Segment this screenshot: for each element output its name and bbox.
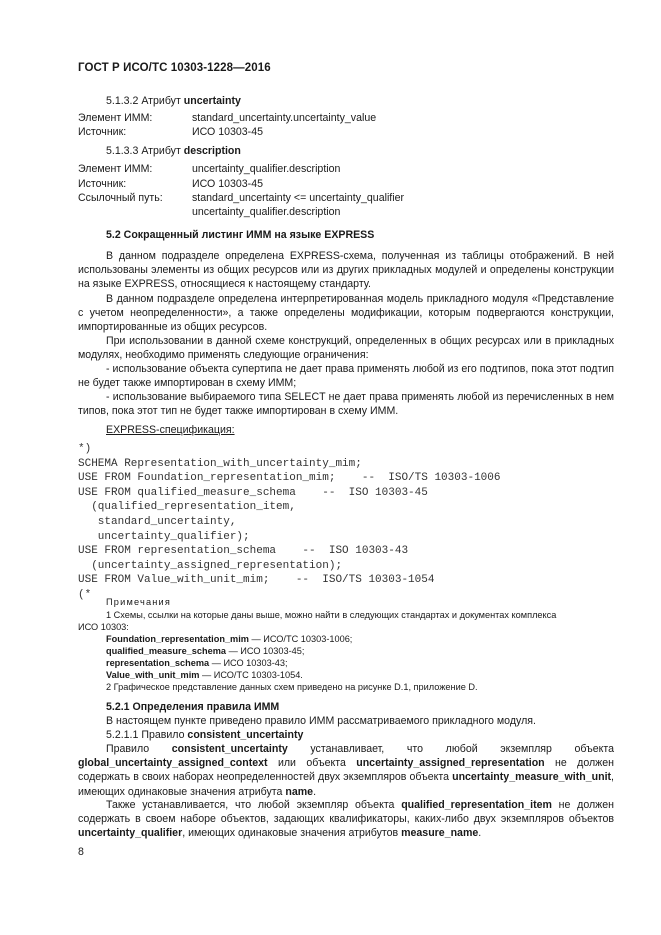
code-line: *) [78, 443, 92, 455]
code-line: uncertainty_qualifier); [78, 530, 250, 543]
section-heading-521: 5.2.1 Определения правила ИММ [106, 701, 280, 713]
express-spec-label: EXPRESS-спецификация: [106, 424, 235, 436]
code-line: USE FROM representation_schema -- ISO 10303-43 [78, 545, 409, 558]
code-line: (qualified_representation_item, [78, 501, 296, 514]
paragraph: При использовании в данной схеме конструкций, определенных в общих ресурсах или в прикладных модулях, необходимо применять следующие ограничения: [78, 335, 614, 362]
section-heading-52: 5.2 Сокращенный листинг ИММ на языке EXPRESS [106, 229, 375, 241]
subsection-heading-5132 [106, 94, 241, 108]
code-line: USE FROM Foundation_representation_mim; -- ISO/TS 10303-1006 [78, 472, 501, 485]
rule-paragraph-1: Правило consistent_uncertainty устанавливает, что любой экземпляр объекта global_uncertainty_assigned_context или объекта uncertainty_assigned_representation не должен содержать в своих наборах неопределенностей двух экземпляров объекта uncertainty_measure_with_unit, имеющих одинаковые значения атрибута name. [78, 743, 614, 798]
express-code-block [78, 442, 500, 603]
attribute-name: description [183, 145, 241, 157]
field-label: Источник: [78, 126, 127, 138]
subsection-number: 5.1.3.3 Атрибут [106, 145, 184, 157]
field-value: ИСО 10303-45 [192, 126, 263, 138]
paragraph: В данном подразделе определена интерпретированная модель прикладного модуля «Представление с учетом неопределенности», а также определены модификации, которым подвергаются конструкции, импортированные из общих ресурсов. [78, 293, 614, 334]
page-header: ГОСТ Р ИСО/ТС 10303-1228—2016 [78, 62, 271, 74]
field-label: Ссылочный путь: [78, 192, 163, 204]
field-value: ИСО 10303-45 [192, 178, 263, 190]
field-label: Элемент ИММ: [78, 112, 153, 124]
note-2: 2 Графическое представление данных схем приведено на рисунке D.1, приложение D. [106, 682, 478, 692]
notes-title: Примечания [106, 597, 172, 607]
list-item: - использование выбираемого типа SELECT не дает права применять любой из перечисленных в нем типов, пока этот тип не будет также импортирован в схему ИММ. [78, 391, 614, 418]
note-ref: Foundation_representation_mim — ИСО/ТС 10303-1006; [106, 634, 353, 644]
code-line: (uncertainty_assigned_representation); [78, 559, 343, 572]
subsection-heading-5133 [106, 144, 241, 158]
field-value: uncertainty_qualifier.description [192, 163, 341, 175]
field-label: Источник: [78, 178, 127, 190]
code-line: USE FROM Value_with_unit_mim; -- ISO/TS 10303-1054 [78, 574, 435, 587]
subsection-number: 5.1.3.2 Атрибут [106, 95, 184, 107]
rule-paragraph-2: Также устанавливается, что любой экземпляр объекта qualified_representation_item не должен содержать в своем наборе объектов, задающих квалификаторы, каких-либо двух экземпляров объектов uncertainty_qualifier, имеющих одинаковые значения атрибутов measure_name. [78, 799, 614, 840]
note-1: 1 Схемы, ссылки на которые даны выше, можно найти в следующих стандартах и документах комплекса [106, 610, 557, 620]
note-ref: representation_schema — ИСО 10303-43; [106, 658, 288, 668]
field-value: uncertainty_qualifier.description [192, 206, 341, 218]
note-ref: Value_with_unit_mim — ИСО/ТС 10303-1054. [106, 670, 303, 680]
field-label: Элемент ИММ: [78, 163, 153, 175]
paragraph: В данном подразделе определена EXPRESS-схема, полученная из таблицы отображений. В ней использованы элементы из общих ресурсов или из других прикладных модулей и определены конструкции на языке EXPRESS, относящиеся к настоящему стандарту. [78, 250, 614, 291]
code-line: USE FROM qualified_measure_schema -- ISO 10303-45 [78, 486, 428, 499]
code-line: SCHEMA Representation_with_uncertainty_mim; [78, 457, 362, 470]
list-item: - использование объекта супертипа не дает права применять любой из его подтипов, пока этот подтип не будет также импортирован в схему ИММ; [78, 363, 614, 390]
note-ref: qualified_measure_schema — ИСО 10303-45; [106, 646, 305, 656]
page-number: 8 [78, 846, 84, 858]
field-value: standard_uncertainty <= uncertainty_qualifier [192, 192, 405, 204]
subsection-heading-5211: 5.2.1.1 Правило consistent_uncertainty [106, 729, 304, 741]
attribute-name: uncertainty [183, 95, 241, 107]
code-line: (* [78, 588, 92, 601]
paragraph: В настоящем пункте приведено правило ИММ рассматриваемого прикладного модуля. [106, 715, 536, 727]
code-line: standard_uncertainty, [78, 515, 237, 528]
field-value: standard_uncertainty.uncertainty_value [192, 112, 377, 124]
note-1-cont: ИСО 10303: [78, 622, 129, 632]
